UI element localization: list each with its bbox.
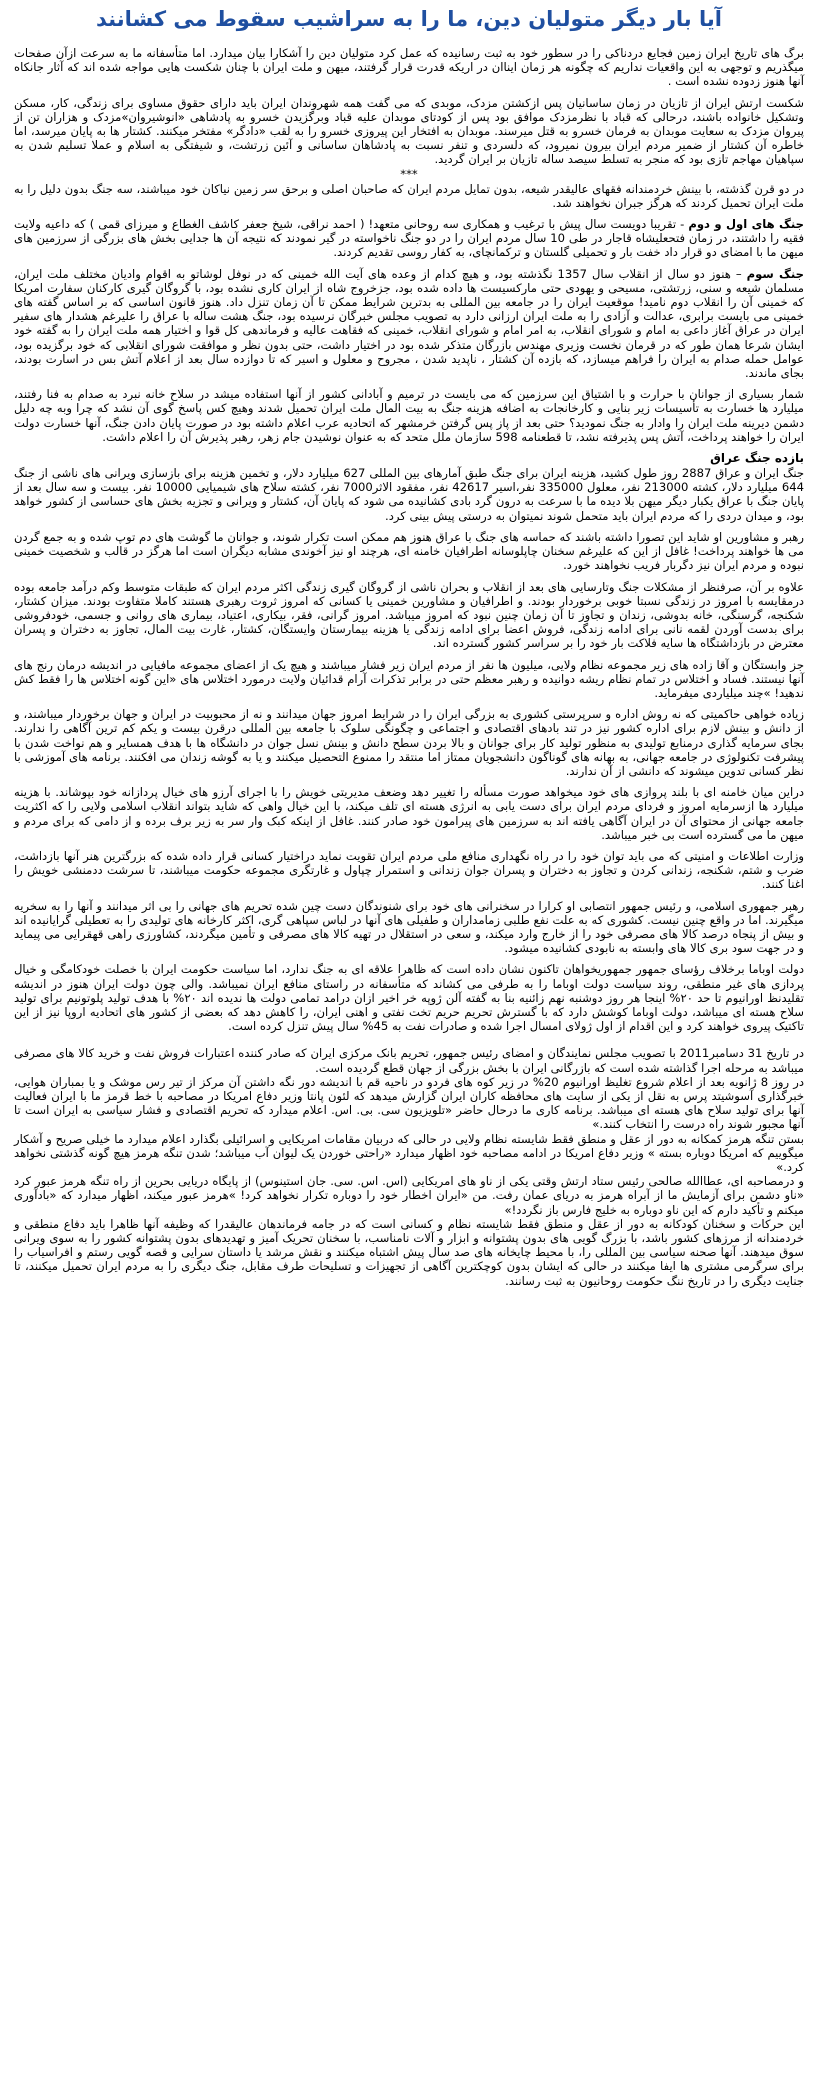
intro-paragraph-3: در دو قرن گذشته، با بینش خردمندانه فقهای عالیقدر شیعه، بدون تمایل مردم ایران که صاحبان اصلی و برحق سر زمین نیاکان خود میباشند، سه جنگ بدون دلیل را به ملت ایران تحمیل کردند که هرگز جبران نخواهند شد. [14,181,804,210]
final-item-2: در روز 8 ژانویه بعد از اعلام شروع تغلیظ اورانیوم 20% در زیر کوه های فردو در ناحیه قم با اندیشه دور نگه داشتن آن مرکز از تیر رس موشک و یا بمباران هوایی، خبرگذاری آسوشیتد پرس به نقل از یکی از سایت های محافظه کاران ایران گزارش میدهد که لئون پانتا وزیر دفاع امریکا در مصاحبه با خط قرمز ما با ایران فعالیت آنها برای تولید سلاح های هسته ای میباشد. برنامه کاری ما درحال حاضر «تلویزیون سی. بی. اس. اعلام میدارد که تحریم اقتصادی و فشار سیاسی به ایران است تا آنها مجبور شوند راه درست را انتخاب کنند.» [14,1074,804,1132]
intro-paragraph-1: برگ های تاریخ ایران زمین فجایع دردناکی را در سطور خود به ثبت رسانیده که عمل کرد متولیان دین را آشکارا بیان میدارد. اما متأسفانه ما به سرعت ازآن صفحات میگذریم و توجهی به این واقعیات نداریم که چگونه هر زمان ایناان در اریکه قدرت قرار گرفتند، میهن و ملت ایران با چنان شکست هایی مواجه شده اند که آثار جانکاه آنها هنوز زدوده نشده است . [14,46,804,89]
article-title: آیا بار دیگر متولیان دین، ما را به سراشیب سقوط می کشانند [96,7,722,31]
final-item-3: بستن تنگه هرمز کمکانه به دور از عقل و منطق فقط شایسته نظام ولایی در حالی که دربیان مقامات امریکایی و اسرائیلی بگذارد اعلام میدارد ما خیلی صریح و آشکار میگوییم که امریکا دوباره بسته » وزیر دفاع امریکا در ادامه مصاحبه خود اظهار میدارد «راحتی خوردن یک لیوان آب میباشد؛ شدن تنگه هرمز هیچ گونه گذشتی نخواهد کرد.» [14,1131,804,1175]
body-paragraph-3: جز وابستگان و آقا زاده های زیر مجموعه نظام ولایی، میلیون ها نفر از مردم ایران زیر فشار میباشند و هیچ یک از اعضای مجموعه مافیایی در اندیشه درمان رنج های آنها نیستند. فساد و اختلاس در تمام نظام ریشه دوانیده و رهبر معظم حتی در برابر تذکرات آرام قدائیان ولایت درمورد اختلاس های «این گونه اختلاس ها را فقط کش ندهید! »چند میلیاردی میفرماید. [14,657,804,700]
war-3-text: – هنوز دو سال از انقلاب سال 1357 نگذشته بود، و هیچ کدام از وعده های آیت الله خمینی که در نوفل لوشاتو به اقوام وادیان مختلف ملت ایران، مسلمان شیعه و سنی، زرتشتی، مسیحی و یهودی حتی مارکسیست ها داده شده بود، جزخروج شاه از ایران کاری نشده بود، با گروگان گیری کارکنان سفارت امریکا که خمینی آن را انقلاب دوم نامید! موقعیت ایران را در جامعه بین المللی به بدترین شرایط ممکن تا آن زمان تنزل داد. هنوز قانون اساسی که بر اساس گفته های خمینی می بایست برابری، عدالت و آزادی را به ملت ایران ارزانی دارد به تصویب مجلس خبرگان نرسیده بود، جنگ هشت ساله با عراق را علیرغم هشدار های سفیر ایران در عراق آغاز داعی به امام و شورای انقلاب، به امر امام و شورای انقلاب، خمینی که فقاهت عالیه و فرماندهی کل قوا و اختیار همه ملت ایران را به گفته خود ایشان شرعا همان طور که در قرمان نخست وزیری مهندس بازرگان متذکر شده بود در اختیار داشت، حتی بدون نظر و موافقت شورای انقلابی که خود برگزیده بود، عوامل حمله صدام به ایران را فراهم میسازد، که بازده آن کشتار ، ناپدید شدن ، مجروح و معلول و اسیر که تا دوازده سال بعد از اعلام آتش بس در اسارت بودند، بجای ماندند. [14,266,804,381]
final-item-4: و درمصاحبه ای، عطاالله صالحی رئیس ستاد ارتش وقتی یکی از ناو های امریکایی (اس. اس. سی. جان استینوس) از پایگاه دریایی بحرین از راه تنگه هرمز عبور کرد «ناو دشمن برای آزمایش ما از آبراه هرمز به دریای عمان رفت. من «ایران اخطار خود را دوباره تکرار نخواهد کرد! »هرمز عبور میکند، اظهار میدارد که «بادآوری میکنم و تأکید دارم که این ناو دوباره به خلیج فارس باز نگردد!» [14,1174,804,1217]
final-item-1: در تاریخ 31 دسامبر2011 با تصویب مجلس نمایندگان و امضای رئیس جمهور، تحریم بانک مرکزی ایران که صادر کننده اعتبارات فروش نفت و خرید کالا های مصرفی میباشد به مرحله اجرا گذاشته شده است که بازرگانی ایران با بخش بزرگی از جهان قطع گردیده است. [14,1046,805,1075]
body-paragraph-6: وزارت اطلاعات و امنیتی که می باید توان خود را در راه نگهداری منافع ملی مردم ایران تقویت نماید دراختیار کسانی قرار داده شده که بزرگترین هنر آنها بازداشت، ضرب و شتم، شکنجه، زندانی کردن و تجاوز به دختران و پسران جوان زندانی و استمرار چپاول و غارتگری مجموعه حکومت میباشند، تا سرشت ددمنشی خویش را اغنا کنند. [14,848,804,892]
section-separator: *** [400,166,418,181]
intro-paragraph-2: شکست ارتش ایران از تازیان در زمان ساسانیان پس ازکشتن مزدک، موبدی که می گفت همه شهروندان ایران باید دارای حقوق مساوی برای زندگی، کار، مسکن وتشکیل خانواده باشند، درحالی که قباد با نظرمزدک موافق بود پس از کودتای موبدان علیه قباد وبرگزیدن خسرو به پادشاهی «انوشیروان»مزدک و هزاران تن از پیروان مزدک به سعایت موبدان به فرمان خسرو به قتل میرسند. موبدان به افتخار این پیروزی خسرو را به لقب «دادگر» مفتخر میکنند. کشتار ها به پایان میرسد، اما خاطره آن کشتار از ضمیر مردم ایران بیرون نمیرود، که دلسردی و تنفر نسبت به پادشاهان ساسانی و آئین زرتشت، و شیفتگی به اسلام و عملا تسلیم شدن به سپاهیان مهاجم تازی بود که منجر به تسلط سیصد ساله تازیان بر ایران گردید. [14,95,804,167]
body-paragraph-4: زیاده خواهی حاکمیتی که نه روش اداره و سرپرستی کشوری به بزرگی ایران را در شرایط امروز جهان میدانند و نه از محبوبیت در ایران و جهان برخوردار میباشند، و از دانش و بینش لازم برای اداره کشور نیز در تند بادهای اقتصادی و اجتماعی و چگونگی سلوک با جامعه بین المللی درقرن بیست و یکم کم ترین آگاهی را ندارند. بجای سرمایه گذاری درمنابع تولیدی به منظور تولید کار برای جوانان و بالا بردن سطح دانش و بینش نسل جوان در دانشگاه ها با هدف همسایر و هم نواخت شدن با پیشرفت تکنولوژی در جامعه جهانی، به بهانه های گوناگون دانشجویان ممتاز اما منتقد را ممنوع التحصیل میکنند و یا به گوشه زندان می افکنند. برنامه های آموزشی با نظر کسانی تدوین میشوند که دانشی از آن ندارند. [14,707,804,778]
war-3-paragraph [14,267,804,381]
body-paragraph-1: رهبر و مشاورین او شاید این تصورا داشته باشند که حماسه های جنگ با عراق هنوز هم ممکن است تکرار شوند، و جوانان ما گوشت های دم توپ شده و به جمع گردن می ها خواهند پرداخت! غافل از این که علیرغم سخنان چاپلوسانه اطرافیان خامنه ای، هرچند او نیز آخوندی مشابه دیگران است اما هرگز در قالب و شخصیت خمینی نبوده و مردم ایران نیز دگربار فریب نخواهند خورد. [14,529,804,573]
war-1-2-paragraph [14,217,804,260]
body-paragraph-8: دولت اوباما برخلاف رؤسای جمهور جمهوریخواهان تاکنون نشان داده است که ظاهرا علاقه ای به جنگ ندارد، اما سیاست حکومت ایران با خصلت خودکامگی و خیال پردازی های غیر منطقی، روند سیاست دولت اوباما را به طرفی می کشاند که متأسفانه در راستای منافع ایران نمیباشد. والی چون دولت ایران هنوز در اندیشه تقلیدنظ اورانیوم تا حد ۲۰% اینجا هر روز دوشنبه نهم زائنیه بنا به گفته آلن ژوپه خر اخیر ازان درامد تمامی دولت ها ندیده اند ۲۰% با هدف تولید پلوتونیم برای تولید سلاح هسته ای میباشد، دولت اوباما کوشش دارد که با گسترش تحریم حریم تخت نفتی و اهنی ایران، را کاهش دهد که بعضی از کشور های اتحادیه اروپا نیز از این تاکتیک پیروی خواهند کرد و این اقدام از اول ژولای امسال اجرا شده و صادرات نفت به 45% سال پیش تنزل کرده است. [14,962,804,1034]
war-cost-paragraph: شمار بسیاری از جوانان با حرارت و با اشتیاق این سرزمین که می بایست در ترمیم و آبادانی کشور از آنها استفاده میشد در سلاح خانه نبرد به صدام به فنا رفتند، میلیارد ها خسارت به تأسیسات زیر بنایی و کارخانجات به اضافه هزینه جنگ به بیت المال ملت ایران تحمیل شدند وهیچ کس پاسخ گوی آن نشد که چرا وبه چه دلیل دشمن دیرینه ملت ایران را وادار به جنگ نمودید؟ حتی بعد از پاز پس گرفتن خرمشهر که اتحادیه عرب اعلام داشته بود در صورت پایان دادن جنگ، آنها خسارت دولت ایران را خواهند پرداخت، آتش پس پذیرفته نشد، تا قطعنامه 598 سازمان ملل متحد که به عنوان نوشیدن جام زهر، رهبر پذیرش آن را اعلام داشت. [14,387,804,444]
body-paragraph-7: رهبر جمهوری اسلامی، و رئیس جمهور انتصابی او کرارا در سخنرانی های خود برای شنوندگان دست چین شده تحریم های جهانی را بی اثر میدانند و آنها را به سخریه میگیرند. اما در واقع چنین نیست. کشوری که به علت نفع طلبی زمامداران و طفیلی های آنها در لباس سپاهی گری، اکثر کارخانه های تولیدی را به تعطیلی گرایانیده اند و بیش از پنجاه درصد کالا های مصرفی خود را از خارج وارد میکند، و سعی در استقلال در تهیه کالا های مصرفی و تأمین میگردند، کشاورزی راهی قهقرایی می پیماید و در جهت سود بری کالا های وابسته به نابودی کشانیده میشود. [14,898,804,956]
body-paragraph-2: علاوه بر آن، صرفنظر از مشکلات جنگ وتارسایی های بعد از انقلاب و بحران ناشی از گروگان گیری زندگی اکثر مردم ایران که طبقات متوسط وکم درآمد جامعه بوده درمقایسه با امروز در زندگی نسبتا خوبی برخوردار بودند. و اطرافیان و مشاورین خمینی یا کسانی که امروز ثروت رهبری هستند کاملا متفاوت بودند. میزان کشتار، شکنجه، گرسنگی، خانه بدوشی، زندان و تجاوز تا آن زمان چنین نبود که امروز میباشد. امروز گرانی، فقر، بیکاری، اعتیاد، بیماری های روانی و جسمی، خودفروشی برای بدست آوردن لقمه نانی برای ادامه زندگی، فروش اعضا برای ادامه زندگی یا هزینه بیمارستان وایستگان، کشتار، غارت بیت المال، تجاوز به دختران و پسران معترض در بازداشتگاه ها سایه فلاکت بار خود را بر سراسر کشور گسترده اند. [14,579,804,651]
body-paragraph-5: دراین میان خامنه ای با بلند پروازی های خود میخواهد صورت مسأله را تغییر دهد وضعف مدیریتی خویش را با اجرای آرزو های خیال پردازانه خود بپوشاند. با هزینه میلیارد ها ازسرمایه امروز و فردای مردم ایران برای دست یابی به انرژی هسته ای تلف میکند، با این خیال واهی که شاید بتواند انقلاب اسلامی ولایی را که اکثریت جامعه جهانی از محتوای آن در ایران آگاهی یافته اند به سرزمین های پیرامون خود صادر کنند. غافل از اینکه کبک وار سر به زیر برف برده و از دامی که برای مردم و میهن ما می گسترده است بی خبر میباشد. [14,785,804,842]
war-3-heading: جنگ سوم [746,266,804,281]
war-1-2-text: - تقریبا دویست سال پیش با ترغیب و همکاری سه روحانی متعهد! ( احمد نراقی، شیخ جعفر کاشف الغطاع و میرزای قمی ) که داعیه ولایت فقیه را داشتند، در زمان فتحعلیشاه قاجار در طی 10 سال مردم ایران را در دو جنگ ناخواسته در گیر نمودند که نتیجه آن ها جدایی بخش های بزرگی از سرزمین های میهن ما با امضای دو قرار داد خفت بار و تحمیلی گلستان و ترکمانچای، به کفار روسی تقدیم کردند. [14,217,804,260]
war-1-2-heading: جنگ های اول و دوم [688,217,804,232]
iraq-war-heading: بازده جنگ عراق [710,451,804,466]
iraq-war-paragraph: جنگ ایران و عراق 2887 روز طول کشید، هزینه ایران برای جنگ طبق آمارهای بین المللی 627 میلیارد دلار، و تخمین هزینه برای بازسازی ویرانی های ناشی از جنگ 644 میلیارد دلار، کشته 213000 نفر، معلول 335000 نفر،اسیر 42617 نفر، مفقود الاثر7000 نفر، کشته سلاح های شیمیایی 10000 نفر. بیست و سه سال بعد از پایان جنگ با عراق یکبار دیگر میهن بلا دیده ما با سرعت به درون گرد بادی کشانیده می شود که پایان آن، کشتار و ویرانی و تجزیه بخش های حساسی از کشور خواهد بود، و میدان دردی را که مردم ایران باید متحمل شوند نمیتوان به درستی پیش بینی کرد. [14,466,804,523]
final-item-5: این حرکات و سخنان کودکانه به دور از عقل و منطق فقط شایسته نظام و کسانی است که در جامه فرماندهان عالیقدرا که وظیفه آنها ظاهرا باید دفاع منطقی و خردمندانه از مرزهای کشور باشد، با بزرگ گویی های بدون پشتوانه و ابزار و آلات نامناسب، با سخنان تحریک آمیز و تهدیدهای بدون پشتوانه کشور را به سوی ویرانی سوق میدهند. آنها صحنه سیاسی بین المللی را، با محیط چایخانه های صد سال پیش اشتباه میکنند و نقش مرشد یا داستان سرایی و قصه گویی رستم و افراسیاب را برای سرگرمی مشتری ها ایفا میکنند در حالی که ایشان بدون کوچکترین آگاهی از تجهیزات و تسلیحات طرف مقابل، جنگ دیگری را به مردم ایران تحمیل میکنند، تا جنایت دیگری را در تاریخ ننگ حکومت روحانیون به ثبت رسانند. [14,1216,804,1288]
